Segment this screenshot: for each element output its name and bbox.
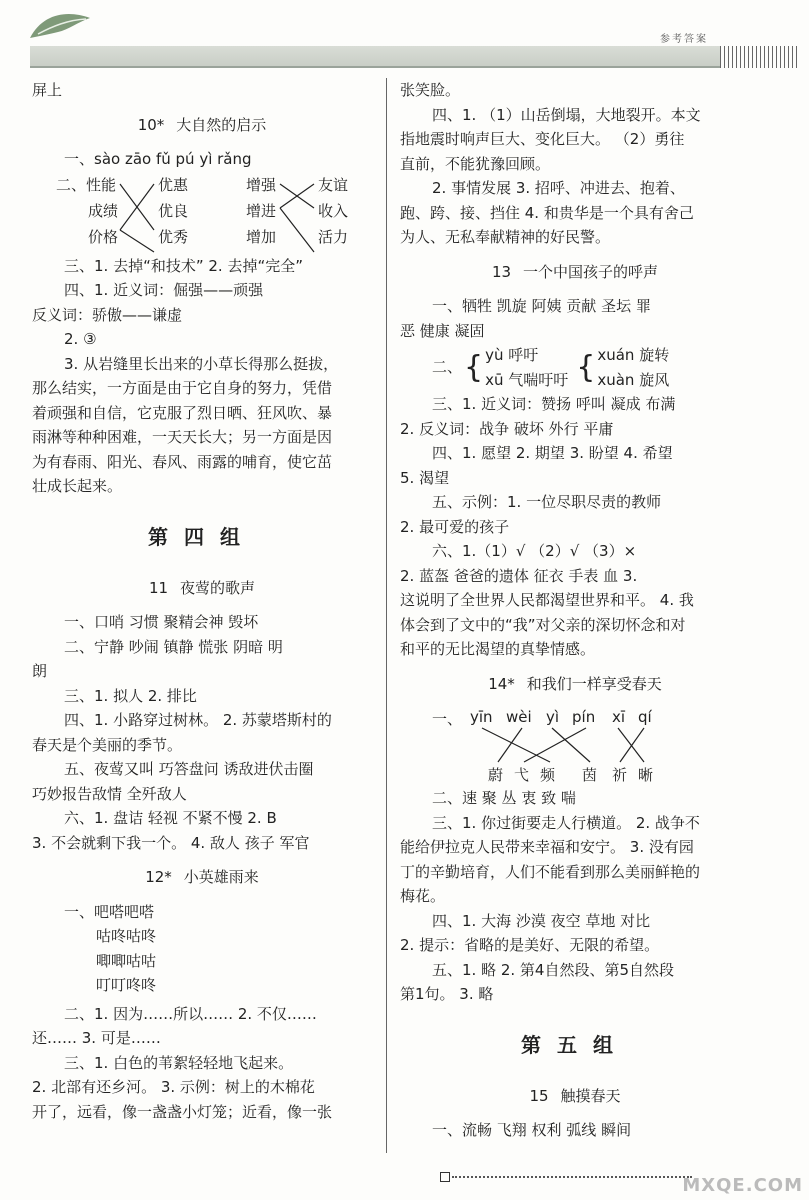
section-title: 12* 小英雄雨来 — [145, 868, 259, 886]
group-heading: 第四组 — [148, 524, 256, 549]
pinyin-item: yīn — [470, 708, 493, 726]
polyphone-group: 二、 { yù 呼吁 xū 气喘吁吁 { xuán 旋转 xuàn 旋风 — [432, 346, 670, 389]
text-line: 2. 反义词：战争 破坏 外行 平庸 — [400, 419, 614, 438]
char-item: 弋 — [514, 766, 530, 784]
text-line: 一、sào zāo fǔ pú yì rǎng — [64, 150, 252, 168]
char-item: 晰 — [638, 766, 654, 784]
text-line: 3. 不会就剩下我一个。 4. 敌人 孩子 军官 — [32, 833, 310, 852]
text-line: 为人、无私奉献精神的好民警。 — [400, 228, 611, 246]
text-line: 巧妙报告敌情 全歼敌人 — [32, 784, 187, 803]
text-line: 着顽强和自信，它克服了烈日晒、狂风吹、暴 — [32, 403, 333, 422]
pinyin-item: wèi — [506, 708, 532, 726]
text-line: 丁的辛勤培育，人们不能看到那么美丽鲜艳的 — [400, 862, 701, 881]
section-title: 14* 和我们一样享受春天 — [488, 674, 662, 693]
match-word: 优良 — [158, 201, 189, 220]
text-line: 跑、跨、接、挡住 4. 和贵华是一个具有舍己 — [400, 203, 694, 222]
text-line: 五、示例：1. 一位尽职尽责的教师 — [432, 493, 662, 511]
left-column — [32, 78, 372, 1124]
text-line: 2. ③ — [64, 330, 97, 348]
char-item: 祈 — [612, 766, 628, 784]
text-line: 六、1.（1）√ （2）√ （3）× — [432, 542, 637, 560]
text-line: 朗 — [32, 662, 48, 680]
text-line: 一、牺牲 凯旋 阿姨 贡献 圣坛 罪 — [432, 297, 651, 315]
text-line: 春天是个美丽的季节。 — [32, 735, 183, 754]
match-word: 成绩 — [88, 201, 119, 220]
text-line: 二、速 聚 丛 衷 致 喘 — [432, 789, 576, 807]
text-line: 三、1. 去掉“和技术” 2. 去掉“完全” — [64, 256, 304, 275]
text-line: 2. 最可爱的孩子 — [400, 517, 510, 536]
text-line: 恶 健康 凝固 — [400, 321, 485, 340]
right-column — [400, 78, 750, 1143]
text-line: 六、1. 盘诘 轻视 不紧不慢 2. B — [64, 809, 277, 827]
match-word: 优秀 — [158, 227, 189, 246]
text-line: 咕咚咕咚 — [96, 927, 157, 945]
text-line: 三、1. 近义词：赞扬 呼叫 凝成 布满 — [432, 395, 676, 413]
text-line: 2. 事情发展 3. 招呼、冲进去、抱着、 — [432, 179, 685, 197]
pinyin-item: xī — [612, 708, 626, 726]
match-word: 二、性能 — [56, 175, 117, 194]
watermark: MXQE.COM — [682, 1175, 803, 1196]
text-line: 指地震时响声巨大、变化巨大。 （2）勇往 — [400, 130, 685, 148]
text-line: 二、宁静 吵闹 镇静 慌张 阴暗 明 — [64, 637, 283, 656]
text-line: 那么结实，一方面是由于它自身的努力，凭借 — [32, 379, 333, 397]
leaf-logo-icon — [28, 8, 98, 48]
match-word: 增强 — [246, 175, 277, 194]
char-item: 频 — [540, 766, 556, 784]
text-line: 3. 从岩缝里长出来的小草长得那么挺拔， — [64, 354, 339, 373]
text-line: 和平的无比渴望的真挚情感。 — [400, 640, 596, 658]
text-line: 第1句。 3. 略 — [400, 985, 494, 1003]
column-divider — [386, 78, 387, 1153]
pinyin-item: yì — [546, 708, 560, 726]
text-line: 四、1. 小路穿过树林。 2. 苏蒙塔斯村的 — [64, 711, 332, 729]
text-line: 能给伊拉克人民带来幸福和安宁。 3. 没有园 — [400, 838, 694, 856]
match-word: 价格 — [88, 227, 119, 246]
text-line: 开了，远看，像一盏盏小灯笼；近看，像一张 — [32, 1102, 333, 1121]
text-line: 2. 蓝盔 爸爸的遗体 征衣 手表 血 3. — [400, 566, 638, 585]
pinyin-item: pín — [572, 708, 596, 726]
text-line: 一、流畅 飞翔 权利 弧线 瞬间 — [432, 1121, 632, 1139]
match-word: 增加 — [246, 227, 277, 246]
text-line: 四、1. 大海 沙漠 夜空 草地 对比 — [432, 911, 651, 930]
char-item: 茵 — [582, 766, 598, 784]
header-label: 参考答案 — [660, 34, 708, 45]
section-title: 15 触摸春天 — [529, 1086, 621, 1105]
section-title: 11 夜莺的歌声 — [148, 578, 256, 597]
text-line: 还…… 3. 可是…… — [32, 1029, 161, 1047]
matching-exercise — [32, 172, 372, 254]
page-header — [0, 0, 809, 75]
text-line: 屏上 — [32, 81, 63, 99]
footer-dotted-rule — [452, 1176, 692, 1178]
text-line: 五、1. 略 2. 第4自然段、第5自然段 — [432, 960, 675, 979]
text-line: 唧唧咕咕 — [96, 951, 157, 970]
text-line: 雨淋等种种困难，一天天长大；另一方面是因 — [32, 428, 333, 446]
text-line: 四、1. （1）山岳倒塌，大地裂开。本文 — [432, 105, 701, 124]
text-line: 直前，不能犹豫回顾。 — [400, 154, 551, 173]
text-line: 一、吧嗒吧嗒 — [64, 902, 155, 921]
section-title: 13 一个中国孩子的呼声 — [491, 262, 659, 281]
text-line: 体会到了文中的“我”对父亲的深切怀念和对 — [400, 615, 686, 634]
header-bar — [30, 46, 720, 68]
text-line: 5. 渴望 — [400, 468, 450, 487]
text-line: 壮成长起来。 — [32, 477, 123, 495]
match-word: 收入 — [318, 201, 349, 220]
text-line: 一、口哨 习惯 聚精会神 毁坏 — [64, 613, 259, 631]
header-ticks — [720, 46, 800, 68]
text-line: 张笑脸。 — [400, 81, 461, 99]
text-line: 二、1. 因为……所以…… 2. 不仅…… — [64, 1004, 317, 1023]
text-line: 这说明了全世界人民都渴望世界和平。 4. 我 — [400, 591, 694, 609]
section-title: 10* 大自然的启示 — [137, 115, 267, 134]
text-line: 四、1. 愿望 2. 期望 3. 盼望 4. 希望 — [432, 444, 673, 462]
text-line: 四、1. 近义词：倔强——顽强 — [64, 281, 264, 299]
text-line: 三、1. 你过街要走人行横道。 2. 战争不 — [432, 813, 700, 832]
match-word: 友谊 — [318, 175, 349, 194]
group-heading: 第五组 — [521, 1032, 629, 1057]
pinyin-matching — [400, 706, 750, 786]
char-item: 蔚 — [488, 766, 504, 784]
text-line: 五、夜莺又叫 巧答盘问 诱敌进伏击圈 — [64, 760, 314, 778]
pinyin-item: qí — [638, 708, 652, 726]
text-line: 2. 提示：省略的是美好、无限的希望。 — [400, 936, 660, 954]
pinyin-prefix: 一、 — [432, 710, 463, 728]
match-word: 增进 — [246, 201, 277, 220]
text-line: 2. 北部有还乡河。 3. 示例：树上的木棉花 — [32, 1078, 315, 1096]
footer-square-icon — [440, 1172, 450, 1182]
match-word: 活力 — [318, 227, 349, 246]
match-word: 优惠 — [158, 175, 189, 194]
text-line: 三、1. 白色的苇絮轻轻地飞起来。 — [64, 1053, 294, 1072]
text-line: 三、1. 拟人 2. 排比 — [64, 686, 197, 705]
text-line: 梅花。 — [400, 887, 446, 905]
text-line: 为有春雨、阳光、春风、雨露的哺育，使它茁 — [32, 452, 333, 471]
text-line: 反义词：骄傲——谦虚 — [32, 305, 183, 324]
text-line: 叮叮咚咚 — [96, 976, 157, 994]
